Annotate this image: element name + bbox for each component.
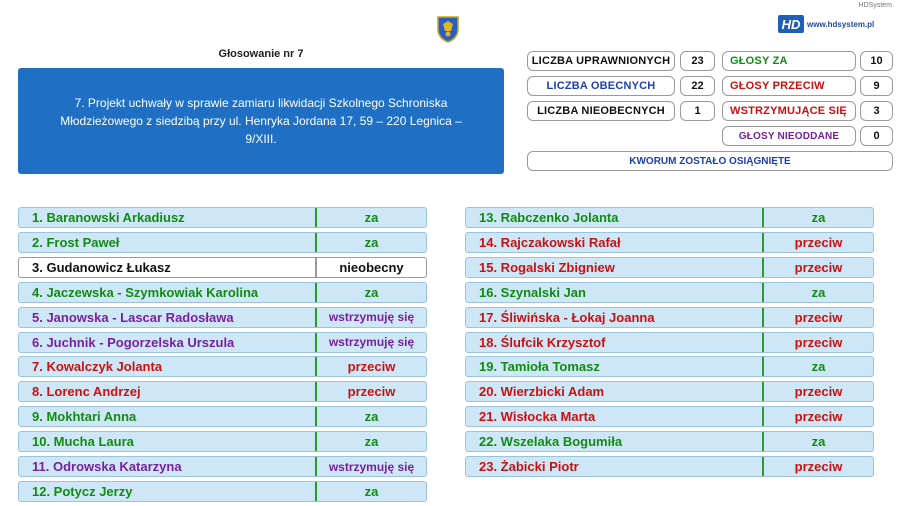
stat-za-label: GŁOSY ZA	[722, 51, 856, 71]
stat-przeciw-label: GŁOSY PRZECIW	[722, 76, 856, 96]
stat-obecnych-value: 22	[680, 76, 715, 96]
stat-nieoddane-value: 0	[860, 126, 893, 146]
voter-row	[18, 481, 427, 502]
voter-row	[18, 282, 427, 303]
voter-vote: za	[762, 283, 873, 302]
voter-vote: przeciw	[762, 233, 873, 252]
voter-row	[465, 431, 874, 452]
voter-row	[465, 207, 874, 228]
voter-row	[465, 307, 874, 328]
voter-name: 2. Frost Paweł	[32, 234, 120, 250]
voter-row	[465, 282, 874, 303]
voter-vote: za	[762, 208, 873, 227]
stat-nieobecnych-value: 1	[680, 101, 715, 121]
resolution-topic: 7. Projekt uchwały w sprawie zamiaru likwidacji Szkolnego Schroniska Młodzieżowego z siedzibą przy ul. Henryka Jordana 17, 59 – 220 Legnica – 9/XIII.	[18, 68, 504, 174]
stat-obecnych-label: LICZBA OBECNYCH	[527, 76, 675, 96]
stat-wstrzymujace-value: 3	[860, 101, 893, 121]
stat-uprawnionych-value: 23	[680, 51, 715, 71]
voter-row	[18, 232, 427, 253]
voter-vote: nieobecny	[315, 258, 426, 277]
vote-title: Głosowanie nr 7	[218, 48, 304, 60]
voter-vote: przeciw	[315, 357, 426, 376]
voter-name: 20. Wierzbicki Adam	[479, 384, 605, 400]
voter-vote: przeciw	[762, 457, 873, 476]
voter-row	[465, 456, 874, 477]
voter-vote: przeciw	[762, 258, 873, 277]
stat-uprawnionych-label: LICZBA UPRAWNIONYCH	[527, 51, 675, 71]
voter-vote: przeciw	[762, 333, 873, 352]
voter-row	[18, 257, 427, 278]
voter-vote: przeciw	[762, 407, 873, 426]
stat-przeciw-value: 9	[860, 76, 893, 96]
voter-name: 10. Mucha Laura	[32, 434, 134, 450]
voter-vote: za	[315, 283, 426, 302]
voter-name: 18. Ślufcik Krzysztof	[479, 334, 606, 350]
logo-url: www.hdsystem.pl	[807, 19, 875, 29]
voter-row	[18, 381, 427, 402]
voter-name: 16. Szynalski Jan	[479, 284, 586, 300]
voter-row	[18, 332, 427, 353]
voter-name: 7. Kowalczyk Jolanta	[32, 359, 163, 375]
voter-name: 4. Jaczewska - Szymkowiak Karolina	[32, 284, 259, 300]
voter-vote: za	[315, 233, 426, 252]
voter-name: 9. Mokhtari Anna	[32, 409, 137, 425]
voter-row	[18, 356, 427, 377]
voter-name: 15. Rogalski Zbigniew	[479, 259, 615, 275]
hd-logo-icon: HD	[778, 15, 804, 33]
voter-vote: za	[315, 482, 426, 501]
voter-vote: wstrzymuję się	[315, 333, 426, 352]
voter-vote: za	[315, 407, 426, 426]
voter-row	[465, 356, 874, 377]
stat-wstrzymujace-label: WSTRZYMUJĄCE SIĘ	[722, 101, 856, 121]
voter-name: 6. Juchnik - Pogorzelska Urszula	[32, 334, 235, 350]
voter-name: 12. Potycz Jerzy	[32, 483, 133, 499]
voter-row	[465, 381, 874, 402]
voter-name: 17. Śliwińska - Łokaj Joanna	[479, 309, 655, 325]
voter-row	[465, 406, 874, 427]
voter-name: 19. Tamioła Tomasz	[479, 359, 600, 375]
stat-nieobecnych-label: LICZBA NIEOBECNYCH	[527, 101, 675, 121]
hdsystem-logo	[778, 15, 874, 33]
voter-vote: za	[762, 432, 873, 451]
voter-name: 11. Odrowska Katarzyna	[32, 459, 182, 474]
voter-vote: przeciw	[762, 382, 873, 401]
voter-vote: wstrzymuję się	[315, 457, 426, 476]
voter-name: 3. Gudanowicz Łukasz	[32, 259, 171, 275]
voter-row	[465, 232, 874, 253]
voter-row	[18, 456, 427, 477]
voter-name: 21. Wisłocka Marta	[479, 409, 596, 425]
city-crest-icon	[436, 15, 460, 43]
voter-name: 22. Wszelaka Bogumiła	[479, 434, 623, 450]
voter-name: 23. Żabicki Piotr	[479, 459, 579, 474]
brand-small-text: HDSystem	[858, 2, 892, 9]
voter-vote: za	[315, 208, 426, 227]
voter-vote: wstrzymuję się	[315, 308, 426, 327]
kworum-status: KWORUM ZOSTAŁO OSIĄGNIĘTE	[527, 151, 893, 171]
voter-vote: przeciw	[315, 382, 426, 401]
voter-name: 13. Rabczenko Jolanta	[479, 210, 619, 225]
voter-name: 5. Janowska - Lascar Radosława	[32, 309, 234, 325]
voter-vote: za	[762, 357, 873, 376]
stat-nieoddane-label: GŁOSY NIEODDANE	[722, 126, 856, 146]
voter-row	[465, 257, 874, 278]
voter-name: 8. Lorenc Andrzej	[32, 384, 141, 400]
voter-row	[18, 207, 427, 228]
voter-name: 14. Rajczakowski Rafał	[479, 234, 621, 250]
stat-za-value: 10	[860, 51, 893, 71]
voter-row	[18, 307, 427, 328]
voter-vote: przeciw	[762, 308, 873, 327]
voter-row	[18, 431, 427, 452]
voter-name: 1. Baranowski Arkadiusz	[32, 210, 185, 225]
voter-vote: za	[315, 432, 426, 451]
voter-row	[465, 332, 874, 353]
voter-row	[18, 406, 427, 427]
